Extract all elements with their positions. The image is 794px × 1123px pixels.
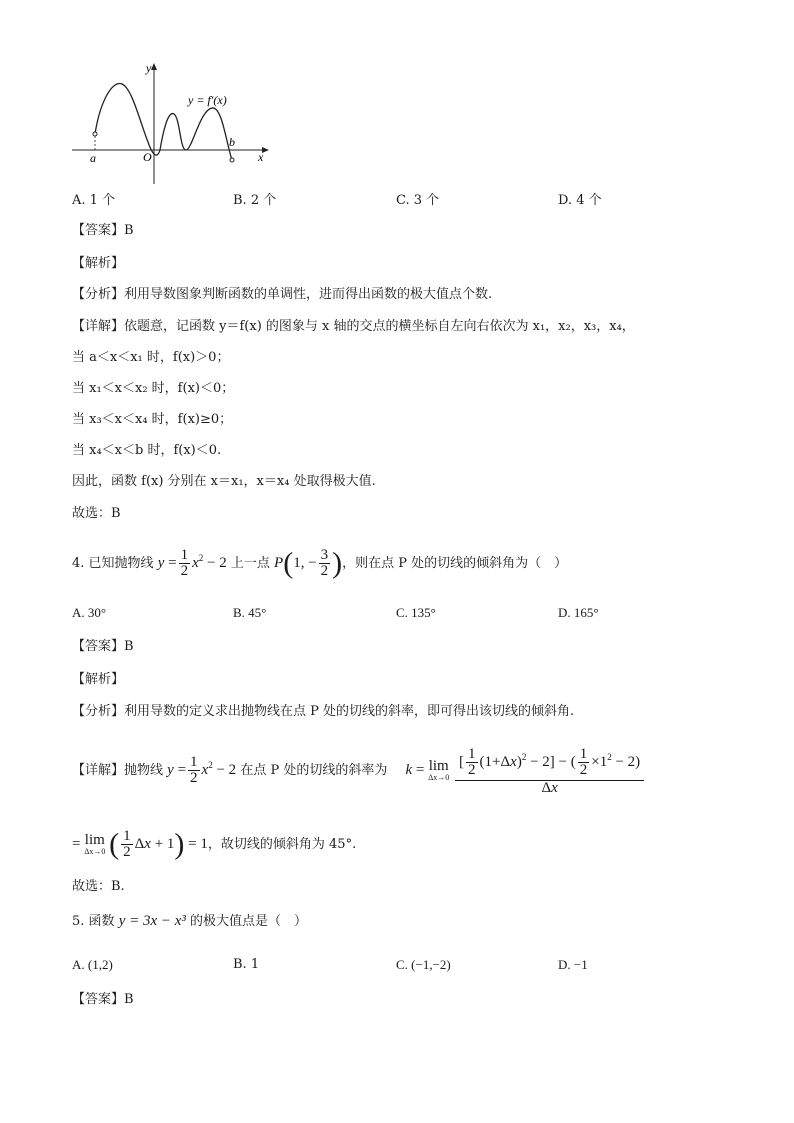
q3-answer: 【答案】B	[72, 223, 134, 238]
origin-label: O	[143, 150, 152, 164]
right-endpoint	[230, 158, 234, 162]
q3-jiexi: 【解析】	[72, 256, 125, 271]
q4-stem	[72, 540, 567, 582]
q3-choose: 故选：B	[72, 506, 121, 521]
q3-case-2: 当 x₁＜x＜x₂ 时，f(x)＜0；	[72, 381, 235, 396]
q4-result-suffix: ，故切线的倾斜角为 45°.	[207, 837, 357, 852]
q3-option-c: C. 3 个	[396, 193, 440, 208]
q5-option-a: A. (1,2)	[72, 957, 113, 972]
q3-case-1: 当 a＜x＜x₁ 时，f(x)＞0；	[72, 350, 230, 365]
left-endpoint	[93, 132, 97, 136]
y-axis-label: y	[146, 62, 152, 75]
q3-conclusion: 因此，函数 f(x) 分别在 x＝x₁，x＝x₄ 处取得极大值.	[72, 474, 376, 489]
curve-label: y = f′(x)	[188, 93, 227, 107]
q3-fenxi: 【分析】利用导数图象判断函数的单调性，进而得出函数的极大值点个数.	[72, 287, 493, 302]
q3-option-d: D. 4 个	[558, 193, 602, 208]
q4-detail-mid: 在点 P 处的切线的斜率为	[240, 763, 388, 778]
q4-option-a: A. 30°	[72, 605, 107, 620]
q3-option-a: A. 1 个	[72, 193, 116, 208]
q5-formula: y = 3x − x³	[118, 913, 186, 929]
derivative-graph	[70, 62, 280, 187]
q5-stem	[72, 912, 307, 931]
q4-choose: 故选：B.	[72, 879, 125, 894]
q4-detail-prefix: 【详解】抛物线	[72, 763, 164, 778]
q4-prefix: 4. 已知抛物线	[72, 556, 154, 571]
q4-option-d: D. 165°	[558, 605, 599, 620]
q5-prefix: 5. 函数	[72, 914, 115, 929]
q5-option-c: C. (−1,−2)	[396, 957, 451, 972]
q4-suffix: ，则在点 P 处的切线的倾斜角为（ ）	[342, 556, 568, 571]
q5-answer: 【答案】B	[72, 992, 134, 1007]
q5-option-d: D. −1	[558, 957, 588, 972]
q4-parabola-formula: y = $\frac{1}{2}$ $x^2 - 2$	[157, 547, 227, 580]
q3-detail: 【详解】依题意，记函数 y＝f(x) 的图象与 x 轴的交点的横坐标自左向右依次为 x₁，x₂，x₃，x₄，	[72, 319, 635, 334]
q4-jiexi: 【解析】	[72, 672, 125, 687]
q4-mid: 上一点	[230, 556, 270, 571]
q4-point-p: P(1, − $\frac{3}{2}$ )	[274, 546, 343, 580]
q4-option-b: B. 45°	[233, 605, 267, 620]
y-axis-arrow	[151, 63, 157, 70]
q3-option-b: B. 2 个	[233, 193, 277, 208]
q4-fenxi: 【分析】利用导数的定义求出抛物线在点 P 处的切线的斜率，即可得出该切线的倾斜角.	[72, 704, 575, 719]
q4-detail-formula: y = $\frac{1}{2}$ $x^2 - 2$	[167, 754, 237, 787]
q3-case-3: 当 x₃＜x＜x₄ 时，f(x)≥0；	[72, 412, 233, 427]
q5-suffix: 的极大值点是（ ）	[190, 914, 308, 929]
x-axis-label: x	[258, 150, 264, 164]
q4-slope-limit: k = lim Δx→0 [ $\frac{1}{2}$ $(1+\Delta x)^2 - 2$] − ( $\frac{1}{2}$ $\times 1^2 - 2$) Δx	[405, 762, 646, 778]
a-label: a	[90, 151, 96, 165]
q4-detail	[72, 740, 646, 796]
q4-option-c: C. 135°	[396, 605, 436, 620]
q4-answer: 【答案】B	[72, 639, 134, 654]
q5-option-b: B. 1	[233, 957, 260, 972]
q3-case-4: 当 x₄＜x＜b 时，f(x)＜0.	[72, 443, 222, 458]
q4-result-formula: = lim Δx→0 ( $\frac{1}{2}$ Δx + 1) = 1	[72, 827, 208, 861]
b-label: b	[229, 135, 235, 149]
q4-result	[72, 822, 356, 867]
